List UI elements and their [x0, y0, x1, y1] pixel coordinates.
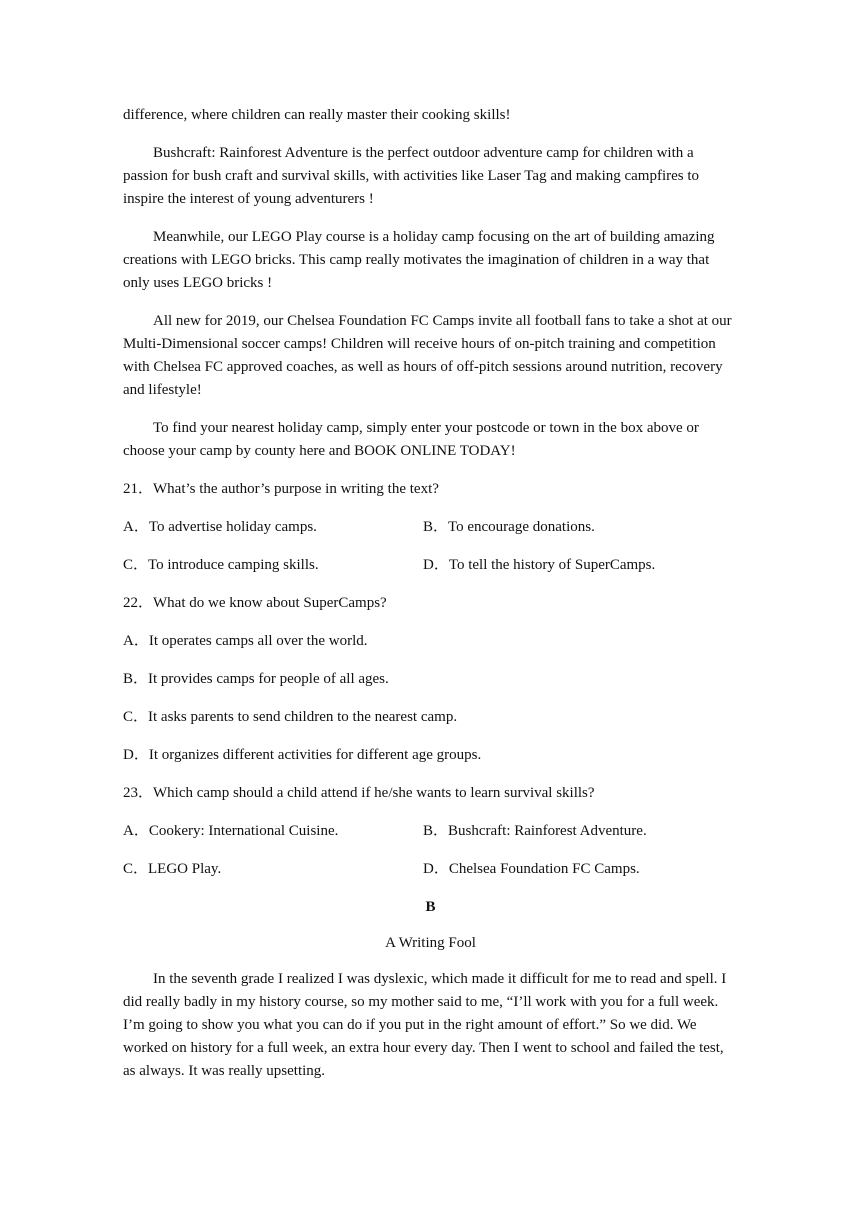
question-21-option-d: D．To tell the history of SuperCamps.	[423, 557, 656, 573]
passage-a-paragraph: Bushcraft: Rainforest Adventure is the perfect outdoor adventure camp for children with a passion for bush craft and survival skills, with activities like Laser Tag and making campfires to inspire the interest of young adventurers !	[123, 145, 700, 207]
question-22-option-a: A．It operates camps all over the world.	[123, 633, 368, 649]
document-page	[123, 104, 738, 1098]
question-21-stem: 21．What’s the author’s purpose in writing the text?	[123, 481, 439, 497]
question-22-option-d: D．It organizes different activities for different age groups.	[123, 747, 482, 763]
passage-a-paragraph: Meanwhile, our LEGO Play course is a holiday camp focusing on the art of building amazing creations with LEGO bricks. This camp really motivates the imagination of children in a way that only uses LEGO bricks !	[123, 229, 715, 291]
question-22-option-c: C．It asks parents to send children to the nearest camp.	[123, 709, 458, 725]
question-23-stem: 23．Which camp should a child attend if he/she wants to learn survival skills?	[123, 785, 595, 801]
passage-b-paragraph: In the seventh grade I realized I was dyslexic, which made it difficult for me to read and spell. I did really badly in my history course, so my mother said to me, “I’ll work with you for a full week. I’m going to show you what you can do if you put in the right amount of effort.” So we did. We worked on history for a full week, an extra hour every day. Then I went to school and failed the test, as always. It was really upsetting.	[123, 971, 727, 1079]
question-21-options-row-2	[123, 554, 738, 577]
question-23-option-b: B．Bushcraft: Rainforest Adventure.	[423, 823, 647, 839]
question-23-option-a: A．Cookery: International Cuisine.	[123, 823, 339, 839]
passage-title: A Writing Fool	[385, 935, 476, 951]
question-23-option-d: D．Chelsea Foundation FC Camps.	[423, 861, 640, 877]
question-21-option-b: B．To encourage donations.	[423, 519, 595, 535]
section-heading: B	[425, 899, 436, 915]
question-23-options-row-1	[123, 820, 738, 843]
question-23-options-row-2	[123, 858, 738, 881]
question-21-option-c: C．To introduce camping skills.	[123, 557, 319, 573]
passage-a-paragraph: To find your nearest holiday camp, simply enter your postcode or town in the box above or choose your camp by county here and BOOK ONLINE TODAY!	[123, 420, 699, 459]
question-21-options-row-1	[123, 516, 738, 539]
question-23-option-c: C．LEGO Play.	[123, 861, 222, 877]
question-21-option-a: A．To advertise holiday camps.	[123, 519, 317, 535]
question-22-option-b: B．It provides camps for people of all ages.	[123, 671, 389, 687]
question-22-stem: 22．What do we know about SuperCamps?	[123, 595, 387, 611]
passage-a-paragraph: All new for 2019, our Chelsea Foundation FC Camps invite all football fans to take a shot at our Multi-Dimensional soccer camps! Children will receive hours of on-pitch training and competition with Chelsea FC approved coaches, as well as hours of off-pitch sessions around nutrition, recovery and lifestyle!	[123, 313, 732, 398]
passage-a-continuation: difference, where children can really master their cooking skills!	[123, 107, 511, 123]
